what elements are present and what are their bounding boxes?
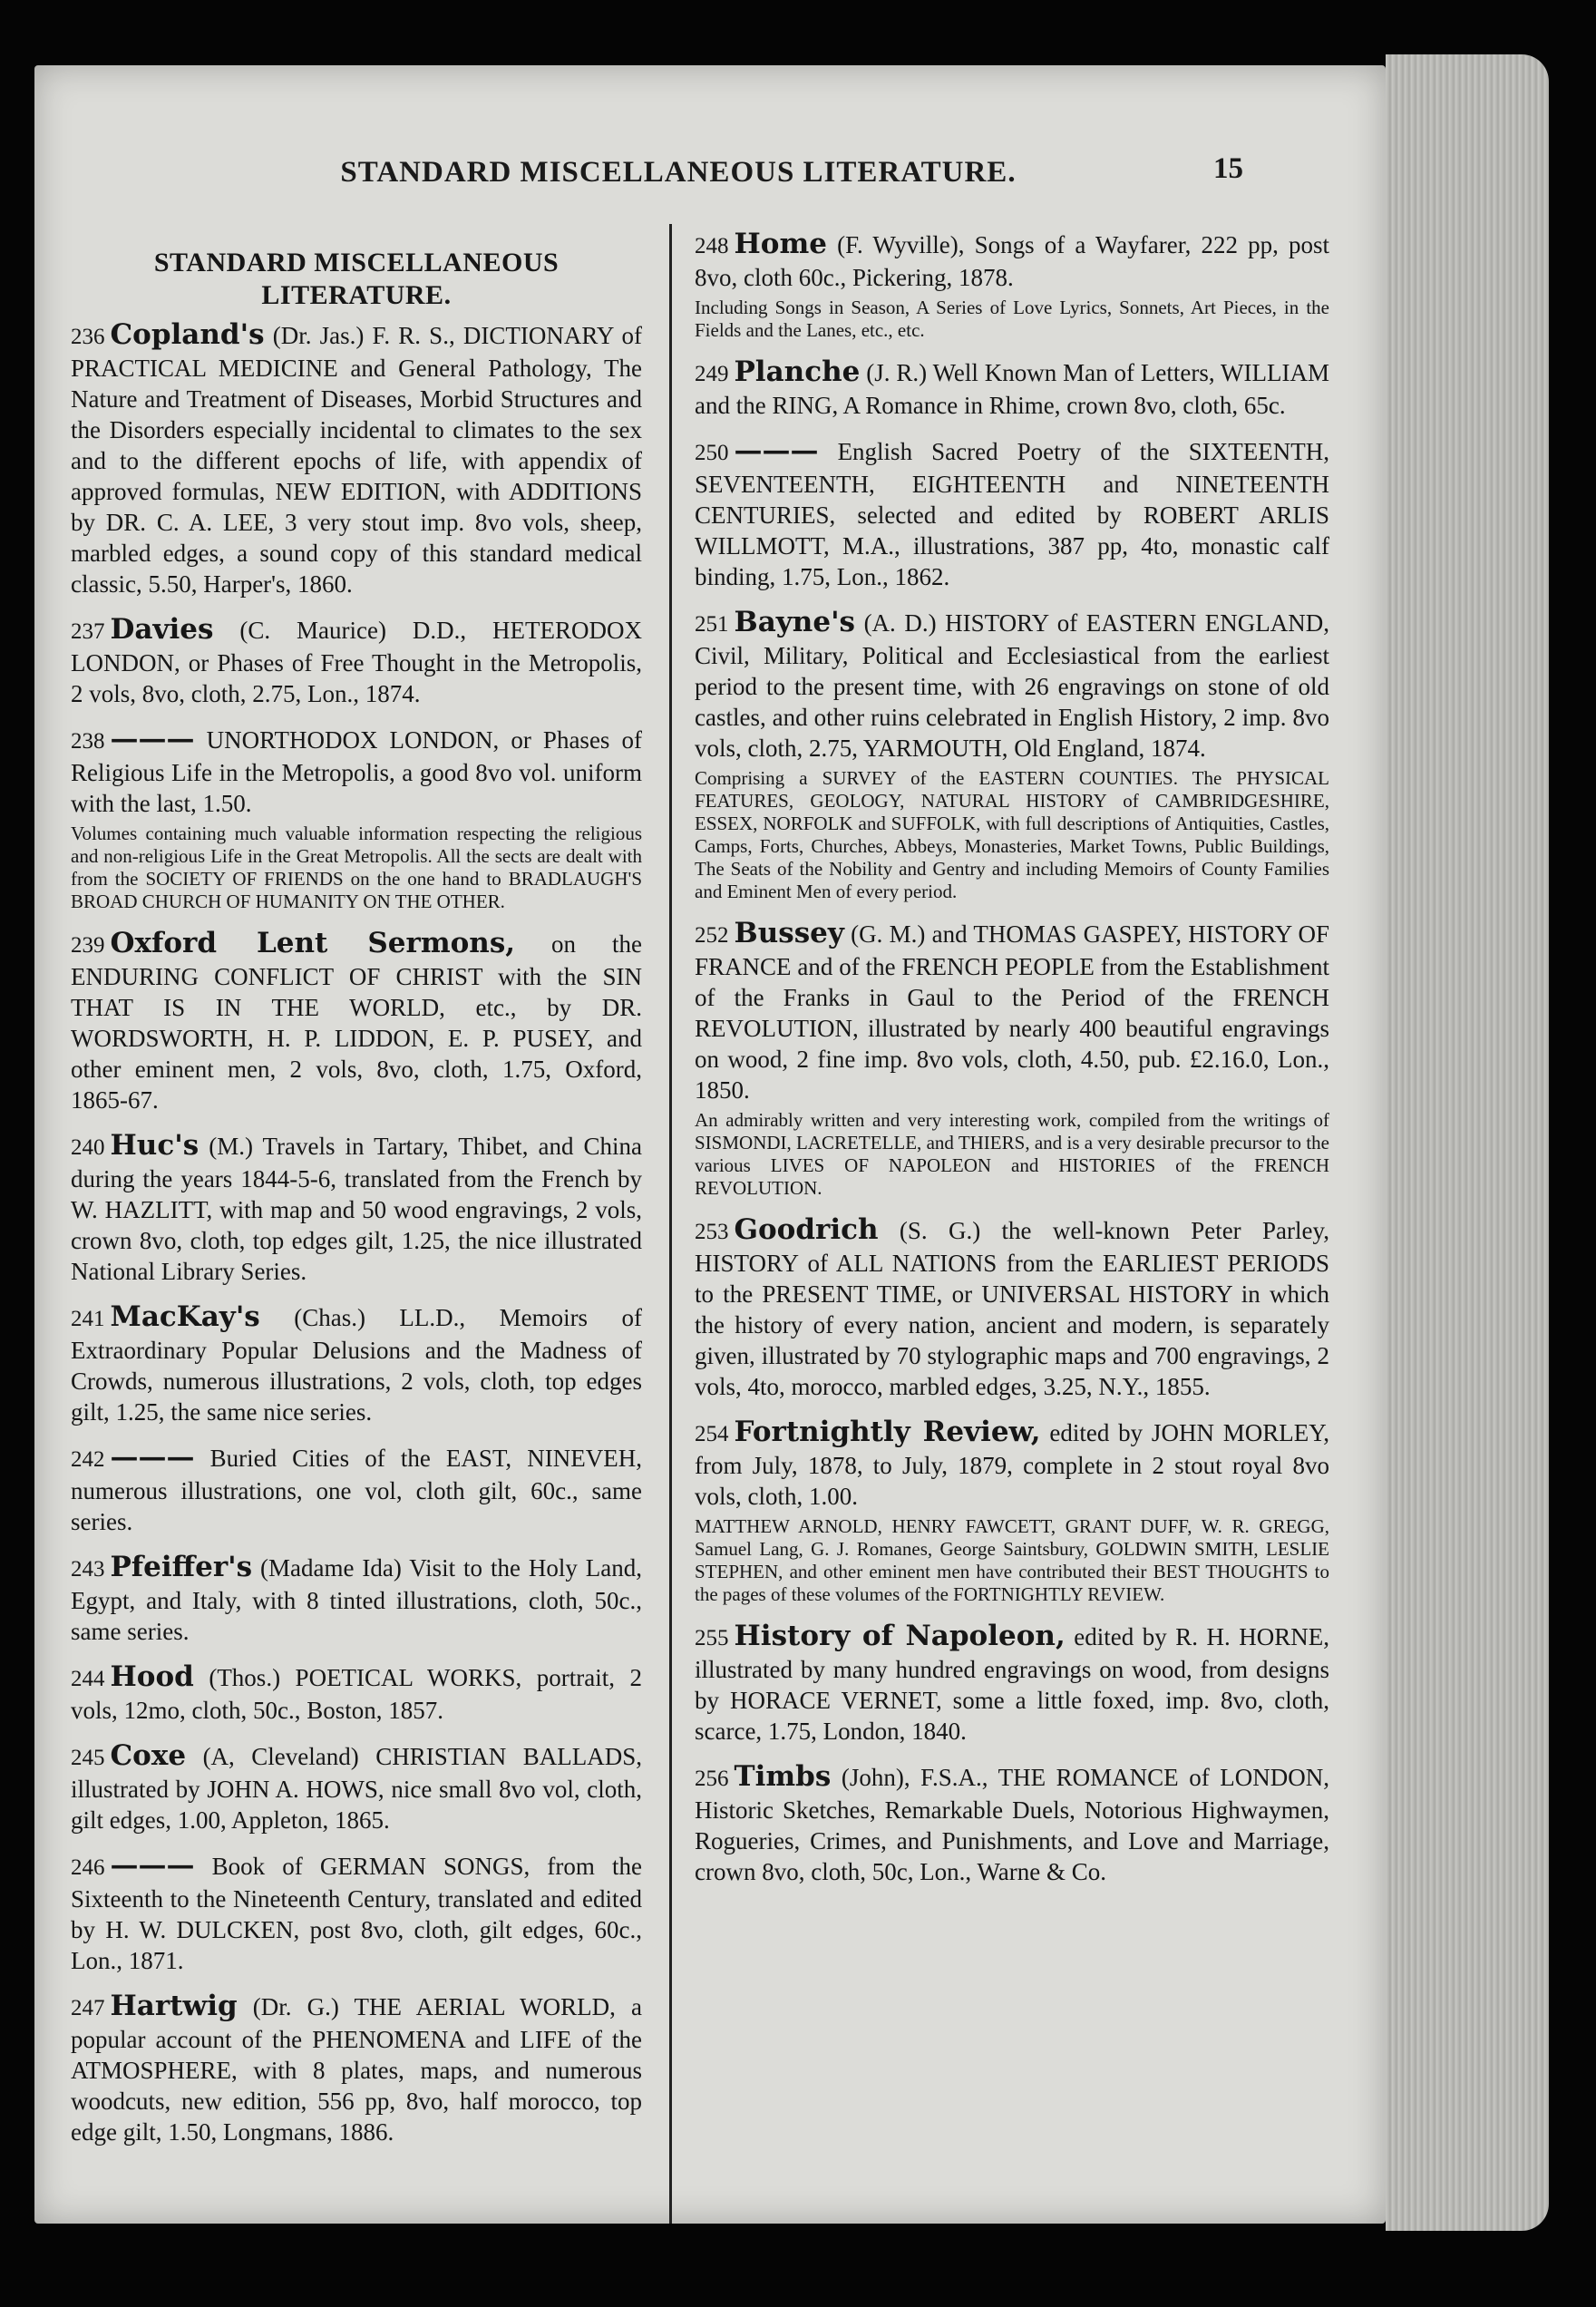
running-title: STANDARD MISCELLANEOUS LITERATURE.	[340, 156, 1017, 189]
entry-number: 241	[71, 1307, 105, 1331]
entry-number: 251	[695, 612, 729, 637]
book-page-edges	[1386, 54, 1549, 2231]
entry-heading: Fortnightly Review,	[734, 1416, 1041, 1448]
entry-text: (C. Maurice) D.D., HETERODOX LONDON, or Phases of Free Thought in the Metropolis, 2 vols, 8vo, cloth, 2.75, Lon., 1874.	[71, 617, 643, 707]
catalogue-entry	[695, 435, 1329, 592]
entry-text: (John), F.S.A., THE ROMANCE of LONDON, Historic Sketches, Remarkable Duels, Notorious Highwaymen, Rogueries, Crimes, and Punishments, and Love and Marriage, crown 8vo, cloth, 50c, Lon., Warne & Co.	[695, 1764, 1329, 1885]
entry-heading: Oxford Lent Sermons,	[110, 927, 516, 959]
entry-heading: Bayne's	[734, 606, 856, 638]
catalogue-entry	[695, 1761, 1329, 1887]
entry-number: 239	[71, 933, 105, 958]
entry-heading: Hartwig	[110, 1990, 238, 2022]
entry-text: (Dr. Jas.) F. R. S., DICTIONARY of PRACTICAL MEDICINE and General Pathology, The Nature and Treatment of Diseases, Morbid Structures and the Disorders especially incidental to climates to the sex and to the different epochs of life, with appendix of approved formulas, NEW EDITION, with ADDITIONS by DR. C. A. LEE, 3 very stout imp. 8vo vols, sheep, marbled edges, a sound copy of this standard medical classic, 5.50, Harper's, 1860.	[71, 322, 642, 598]
entry-number: 253	[695, 1220, 729, 1244]
catalogue-entry	[71, 1301, 642, 1427]
entry-heading: ———	[110, 1441, 195, 1474]
catalogue-entry	[695, 1621, 1329, 1747]
entry-heading: Goodrich	[734, 1213, 879, 1246]
entry-heading: History of Napoleon,	[734, 1620, 1066, 1652]
page-number: 15	[1213, 152, 1243, 185]
entry-number: 246	[71, 1855, 105, 1880]
entry-number: 245	[71, 1746, 105, 1770]
entry-heading: Hood	[110, 1660, 194, 1693]
entry-number: 238	[71, 729, 105, 754]
left-column	[71, 229, 642, 2162]
catalogue-entry	[71, 724, 642, 913]
entry-heading: ———	[110, 723, 195, 755]
entry-heading: Davies	[110, 613, 214, 646]
entry-note: Comprising a SURVEY of the EASTERN COUNTIES. The PHYSICAL FEATURES, GEOLOGY, NATURAL HISTORY of CAMBRIDGESHIRE, ESSEX, NORFOLK and SUFFOLK, with full descriptions of Antiquities, Castles, Camps, Forts, Churches, Abbeys, Monasteries, Market Towns, Public Buildings, The Seats of the Nobility and Gentry and including Memoirs of County Families and Eminent Men of every period.	[695, 767, 1329, 902]
entry-number: 240	[71, 1135, 105, 1160]
entry-number: 249	[695, 362, 729, 386]
entry-heading: ———	[734, 434, 819, 467]
entry-heading: Pfeiffer's	[110, 1551, 253, 1583]
entry-text: (F. Wyville), Songs of a Wayfarer, 222 pp, post 8vo, cloth 60c., Pickering, 1878.	[695, 231, 1329, 291]
entry-text: on the ENDURING CONFLICT OF CHRIST with the SIN THAT IS IN THE WORLD, etc., by DR. WORDSWORTH, H. P. LIDDON, E. P. PUSEY, and other eminent men, 2 vols, 8vo, cloth, 1.75, Oxford, 1865-67.	[71, 930, 642, 1114]
entry-number: 250	[695, 441, 729, 465]
entry-heading: Bussey	[734, 917, 844, 949]
entry-heading: Planche	[734, 355, 861, 388]
entry-number: 237	[71, 619, 105, 644]
entry-text: (Thos.) POETICAL WORKS, portrait, 2 vols, 12mo, cloth, 50c., Boston, 1857.	[71, 1664, 643, 1724]
entry-number: 252	[695, 923, 729, 948]
catalogue-entry	[71, 1552, 642, 1647]
entry-number: 256	[695, 1767, 729, 1791]
entry-heading: Copland's	[110, 318, 265, 351]
entry-number: 236	[71, 325, 105, 349]
entry-text: (G. M.) and THOMAS GASPEY, HISTORY OF FRANCE and of the FRENCH PEOPLE from the Establishment of the Franks in Gaul to the Period of the FRENCH REVOLUTION, illustrated by nearly 400 beautiful engravings on wood, 2 fine imp. 8vo vols, cloth, 4.50, pub. £2.16.0, Lon., 1850.	[695, 920, 1330, 1104]
right-entries	[695, 229, 1329, 1887]
right-column	[695, 229, 1329, 1902]
entry-note: Including Songs in Season, A Series of Love Lyrics, Sonnets, Art Pieces, in the Fields and the Lanes, etc., etc.	[695, 297, 1329, 341]
entry-text: Book of GERMAN SONGS, from the Sixteenth to the Nineteenth Century, translated and edited by H. W. DULCKEN, post 8vo, cloth, gilt edges, 60c., Lon., 1871.	[71, 1853, 642, 1974]
catalogue-entry	[71, 928, 642, 1115]
catalogue-entry	[695, 607, 1329, 903]
catalogue-entry	[71, 614, 642, 709]
entry-heading: Coxe	[110, 1739, 187, 1772]
catalogue-entry	[71, 1850, 642, 1976]
catalogue-entry	[695, 918, 1329, 1200]
entry-text: (Dr. G.) THE AERIAL WORLD, a popular account of the PHENOMENA and LIFE of the ATMOSPHERE, with 8 plates, maps, and numerous woodcuts, new edition, 556 pp, 8vo, half morocco, top edge gilt, 1.50, Longmans, 1886.	[71, 1993, 642, 2146]
entry-number: 248	[695, 234, 729, 258]
catalogue-entry	[695, 229, 1329, 342]
entry-text: UNORTHODOX LONDON, or Phases of Religious Life in the Metropolis, a good 8vo vol. uniform with the last, 1.50.	[71, 726, 643, 817]
entry-note: An admirably written and very interesting work, compiled from the writings of SISMONDI, LACRETELLE, and THIERS, and is a very desirable precursor to the various LIVES OF NAPOLEON and HISTORIES of the FRENCH REVOLUTION.	[695, 1109, 1329, 1199]
entry-text: (J. R.) Well Known Man of Letters, WILLIAM and the RING, A Romance in Rhime, crown 8vo, cloth, 65c.	[695, 359, 1330, 419]
entry-text: (A, Cleveland) CHRISTIAN BALLADS, illustrated by JOHN A. HOWS, nice small 8vo vol, cloth, gilt edges, 1.00, Appleton, 1865.	[71, 1743, 642, 1834]
entry-heading: Huc's	[110, 1129, 200, 1162]
catalogue-entry	[71, 319, 642, 599]
entry-text: edited by R. H. HORNE, illustrated by many hundred engravings on wood, from designs by HORACE VERNET, some a little foxed, imp. 8vo, cloth, scarce, 1.75, London, 1840.	[695, 1623, 1329, 1745]
entry-text: (M.) Travels in Tartary, Thibet, and China during the years 1844-5-6, translated from the French by W. HAZLITT, with map and 50 wood engravings, 2 vols, crown 8vo, cloth, top edges gilt, 1.25, the nice illustrated National Library Series.	[71, 1133, 642, 1285]
catalogue-entry	[71, 1442, 642, 1537]
entry-text: (Madame Ida) Visit to the Holy Land, Egypt, and Italy, with 8 tinted illustrations, cloth, 50c., same series.	[71, 1554, 642, 1645]
entry-number: 243	[71, 1557, 105, 1582]
entry-text: (Chas.) LL.D., Memoirs of Extraordinary Popular Delusions and the Madness of Crowds, numerous illustrations, 2 vols, cloth, top edges gilt, 1.25, the same nice series.	[71, 1304, 643, 1426]
catalogue-entry	[71, 1991, 642, 2147]
entry-heading: Timbs	[734, 1760, 832, 1793]
entry-number: 255	[695, 1626, 729, 1650]
entry-heading: Home	[734, 228, 827, 260]
entry-text: English Sacred Poetry of the SIXTEENTH, SEVENTEENTH, EIGHTEENTH and NINETEENTH CENTURIES, selected and edited by ROBERT ARLIS WILLMOTT, M.A., illustrations, 387 pp, 4to, monastic calf binding, 1.75, Lon., 1862.	[695, 438, 1330, 590]
column-divider	[669, 224, 672, 2224]
catalogue-entry	[71, 1740, 642, 1835]
catalogue-entry	[695, 1416, 1329, 1606]
catalogue-entry	[71, 1661, 642, 1726]
entry-number: 242	[71, 1447, 105, 1472]
entry-number: 247	[71, 1996, 105, 2020]
catalogue-page	[34, 65, 1386, 2224]
entry-text: edited by JOHN MORLEY, from July, 1878, to July, 1879, complete in 2 stout royal 8vo vols, cloth, 1.00.	[695, 1419, 1329, 1510]
entry-text: Buried Cities of the EAST, NINEVEH, numerous illustrations, one vol, cloth gilt, 60c., same series.	[71, 1445, 642, 1535]
catalogue-entry	[695, 1214, 1329, 1402]
entry-heading: ———	[110, 1849, 195, 1882]
entry-text: (S. G.) the well-known Peter Parley, HISTORY of ALL NATIONS from the EARLIEST PERIODS to the PRESENT TIME, or UNIVERSAL HISTORY in which the history of every nation, ancient and modern, is separately given, illustrated by 70 stylographic maps and 700 engravings, 2 vols, 4to, morocco, marbled edges, 3.25, N.Y., 1855.	[695, 1217, 1329, 1400]
catalogue-entry	[695, 356, 1329, 421]
entry-number: 254	[695, 1422, 729, 1446]
entry-heading: MacKay's	[110, 1300, 260, 1333]
catalogue-entry	[71, 1130, 642, 1287]
entry-text: (A. D.) HISTORY of EASTERN ENGLAND, Civil, Military, Political and Ecclesiastical from the earliest period to the present time, with 26 engravings on stone of old castles, and other ruins celebrated in English History, 2 imp. 8vo vols, cloth, 2.75, YARMOUTH, Old England, 1874.	[695, 609, 1329, 762]
entry-number: 244	[71, 1667, 105, 1691]
entry-note: MATTHEW ARNOLD, HENRY FAWCETT, GRANT DUFF, W. R. GREGG, Samuel Lang, G. J. Romanes, George Saintsbury, GOLDWIN SMITH, LESLIE STEPHEN, and other eminent men have contributed their BEST THOUGHTS to the pages of these volumes of the FORTNIGHTLY REVIEW.	[695, 1515, 1329, 1605]
left-entries	[71, 319, 642, 2147]
section-title: STANDARD MISCELLANEOUS LITERATURE.	[153, 248, 560, 310]
entry-note: Volumes containing much valuable information respecting the religious and non-religious Life in the Great Metropolis. All the sects are dealt with from the SOCIETY OF FRIENDS on the one hand to BRADLAUGH'S BROAD CHURCH OF HUMANITY ON THE OTHER.	[71, 823, 642, 912]
